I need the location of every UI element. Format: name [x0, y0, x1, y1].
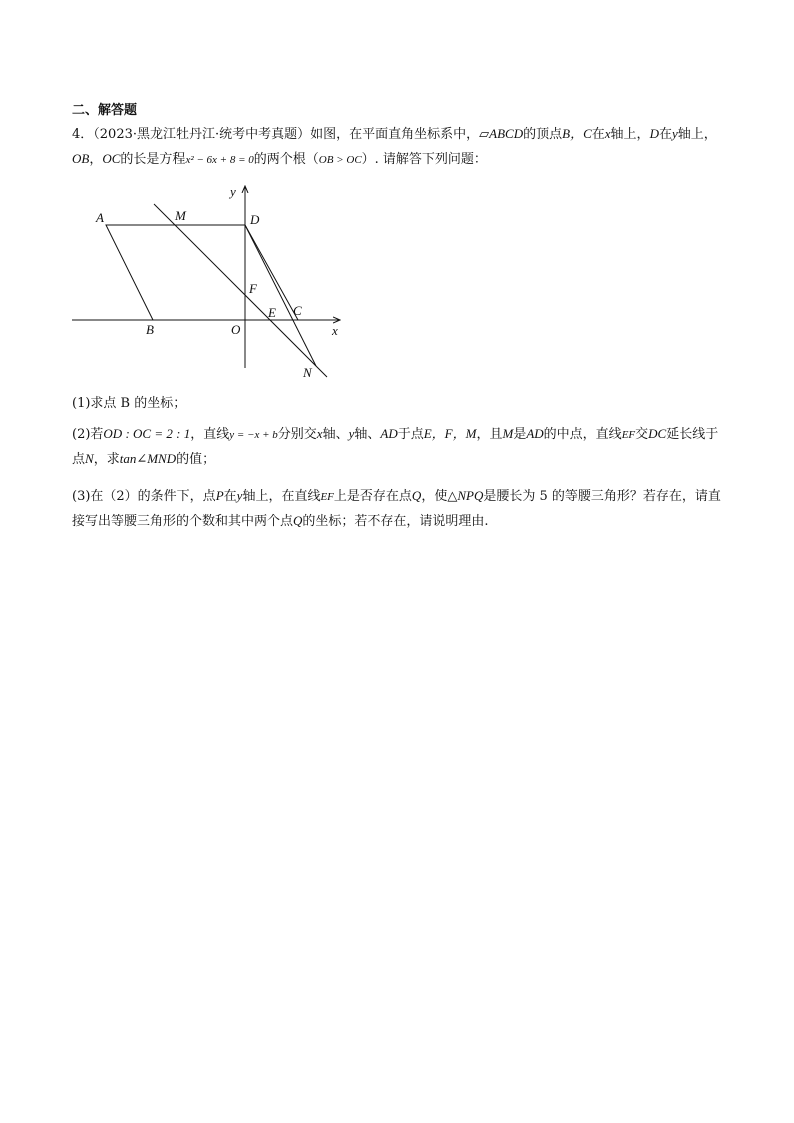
q2-text: ，且: [476, 427, 503, 442]
q3-triangle: △NPQ: [447, 488, 484, 503]
q2-text: 延长线于点: [72, 427, 719, 467]
stem-text: 如图，在平面直角坐标系中，: [310, 127, 480, 142]
stem-text: 的长是方程: [120, 152, 186, 167]
q2-text: 轴、: [322, 427, 349, 442]
q3-var: y: [236, 488, 243, 503]
label-n: N: [303, 365, 312, 380]
label-e: E: [268, 305, 276, 320]
q2-var: M: [502, 426, 514, 441]
geometry-figure: [68, 180, 358, 385]
stem-text: 的顶点: [523, 127, 563, 142]
q3-text: ，使: [421, 489, 448, 504]
q2-var: AD: [526, 426, 544, 441]
q2-var: DC: [648, 426, 667, 441]
q2-var: y: [348, 426, 355, 441]
label-a: A: [96, 210, 104, 225]
q2-var: E，F，M: [423, 426, 477, 441]
question-1: (1)求点 B 的坐标；: [72, 396, 187, 411]
q2-var: AD: [380, 426, 398, 441]
question-2: [72, 422, 724, 472]
q3-var: Q: [411, 488, 422, 503]
q2-text: 是: [513, 427, 527, 442]
label-o: O: [231, 322, 241, 337]
q3-text: 上是否存在点: [333, 489, 412, 504]
label-b: B: [146, 322, 154, 337]
problem-number: 4．: [72, 127, 94, 142]
stem-text: 轴上，: [610, 127, 650, 142]
parallelogram-symbol: ▱ABCD: [479, 126, 524, 141]
q3-text: 在: [223, 489, 237, 504]
label-y: y: [230, 184, 236, 199]
stem-text: ）. 请解答下列问题：: [361, 152, 487, 167]
stem-var: OC: [102, 151, 121, 166]
q2-text: 的中点，直线: [543, 427, 622, 442]
stem-var: y: [671, 126, 678, 141]
q3-text: 是腰长为 5 的等腰三角形？若存在，请直接写出等腰三角形的个数和其中两个点: [72, 489, 721, 529]
q2-var: EF: [621, 429, 636, 441]
q3-text: 轴上，在直线: [242, 489, 321, 504]
q3-var: EF: [320, 491, 334, 503]
q2-text: 于点: [397, 427, 424, 442]
q3-var: Q: [293, 513, 303, 528]
q2-line-equation: y = −x + b: [229, 429, 278, 441]
equation: x² − 6x + 8 = 0: [185, 154, 254, 166]
stem-var: B，C: [562, 126, 592, 141]
label-x: x: [332, 323, 338, 338]
stem-text: 在: [658, 127, 672, 142]
q2-var: N: [85, 451, 94, 466]
label-d: D: [250, 212, 260, 227]
question-3: [72, 484, 724, 534]
q2-text: ，求: [93, 452, 120, 467]
q2-text: (2)若: [72, 427, 104, 442]
problem-stem: [72, 122, 724, 172]
q2-text: 交: [635, 427, 649, 442]
q2-var: x: [316, 426, 323, 441]
stem-text: 轴上，: [677, 127, 717, 142]
q2-text: ，直线: [190, 427, 230, 442]
q2-text: 分别交: [277, 427, 317, 442]
q3-text: (3)在（2）的条件下，点: [72, 489, 216, 504]
q2-tan: tan∠MND: [119, 451, 177, 466]
q2-text: 的值；: [176, 452, 216, 467]
stem-text: 的两个根（: [253, 152, 319, 167]
stem-text: 在: [591, 127, 605, 142]
stem-var: x: [604, 126, 611, 141]
stem-text: ，: [89, 152, 103, 167]
condition: OB > OC: [318, 154, 362, 166]
label-f: F: [249, 281, 257, 296]
label-c: C: [293, 303, 302, 318]
line-ef: [154, 204, 327, 377]
q3-var: P: [215, 488, 224, 503]
q2-text: 轴、: [354, 427, 381, 442]
problem-source: （2023·黑龙江牡丹江·统考中考真题）: [93, 127, 311, 142]
q2-ratio: OD : OC = 2 : 1: [103, 426, 191, 441]
section-title: 二、解答题: [72, 103, 138, 118]
stem-var: OB: [72, 151, 90, 166]
q3-text: 的坐标；若不存在，请说明理由.: [302, 514, 489, 529]
label-m: M: [175, 208, 186, 223]
stem-var: D: [649, 126, 659, 141]
